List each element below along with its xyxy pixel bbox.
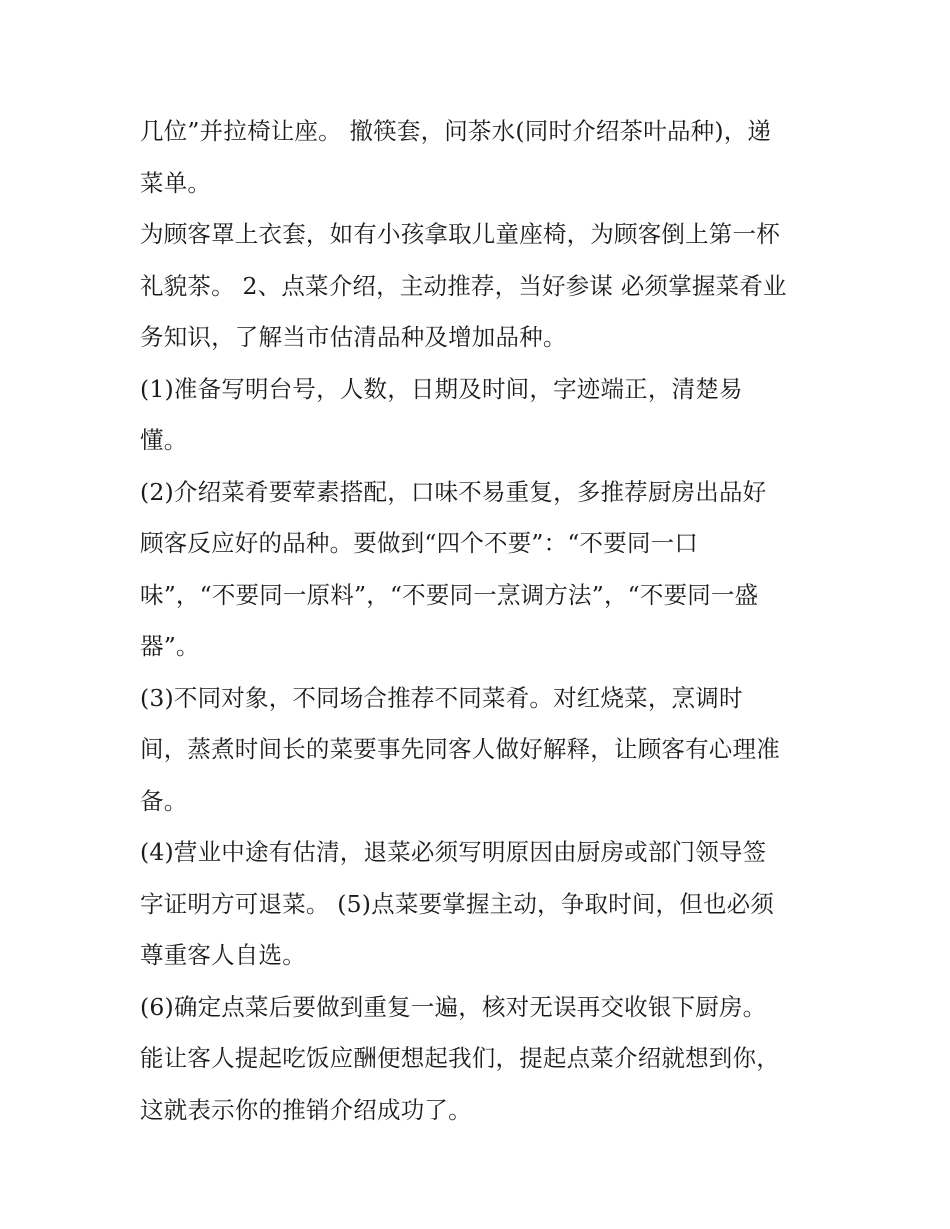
text-line: 器”。 bbox=[140, 632, 200, 660]
text-line: 顾客反应好的品种。要做到“四个不要”：“不要同一口 bbox=[140, 529, 699, 557]
document-body bbox=[140, 106, 820, 1136]
text-line: 为顾客罩上衣套，如有小孩拿取儿童座椅，为顾客倒上第一杯 bbox=[140, 220, 780, 248]
text-line: 味”，“不要同一原料”，“不要同一烹调方法”，“不要同一盛 bbox=[140, 580, 759, 609]
text-line: (3)不同对象，不同场合推荐不同菜肴。对红烧菜，烹调时 bbox=[140, 683, 743, 712]
text-line: 备。 bbox=[140, 786, 188, 815]
text-line: (6)确定点菜后要做到重复一遍，核对无误再交收银下厨房。 bbox=[140, 992, 767, 1021]
text-line: 尊重客人自选。 bbox=[140, 941, 306, 969]
text-line: 礼貌茶。 2、点菜介绍，主动推荐，当好参谋 必须掌握菜肴业 bbox=[140, 271, 787, 300]
text-line: (4)营业中途有估清，退菜必须写明原因由厨房或部门领导签 bbox=[140, 838, 767, 866]
text-line: (2)介绍菜肴要荤素搭配，口味不易重复，多推荐厨房出品好 bbox=[140, 477, 767, 506]
text-line: 几位”并拉椅让座。 撤筷套，问茶水(同时介绍茶叶品种)，递 bbox=[140, 117, 772, 145]
text-line: 能让客人提起吃饭应酬便想起我们，提起点菜介绍就想到你， bbox=[140, 1044, 780, 1072]
text-line: 菜单。 bbox=[140, 168, 212, 197]
text-line: (1)准备写明台号，人数，日期及时间，字迹端正，清楚易 bbox=[140, 374, 743, 403]
text-line: 字证明方可退菜。 (5)点菜要掌握主动，争取时间，但也必须 bbox=[140, 889, 775, 918]
text-line: 懂。 bbox=[140, 426, 188, 454]
text-line: 这就表示你的推销介绍成功了。 bbox=[140, 1095, 472, 1124]
text-line: 务知识，了解当市估清品种及增加品种。 bbox=[140, 323, 567, 351]
text-line: 间，蒸煮时间长的菜要事先同客人做好解释，让顾客有心理准 bbox=[140, 735, 780, 763]
